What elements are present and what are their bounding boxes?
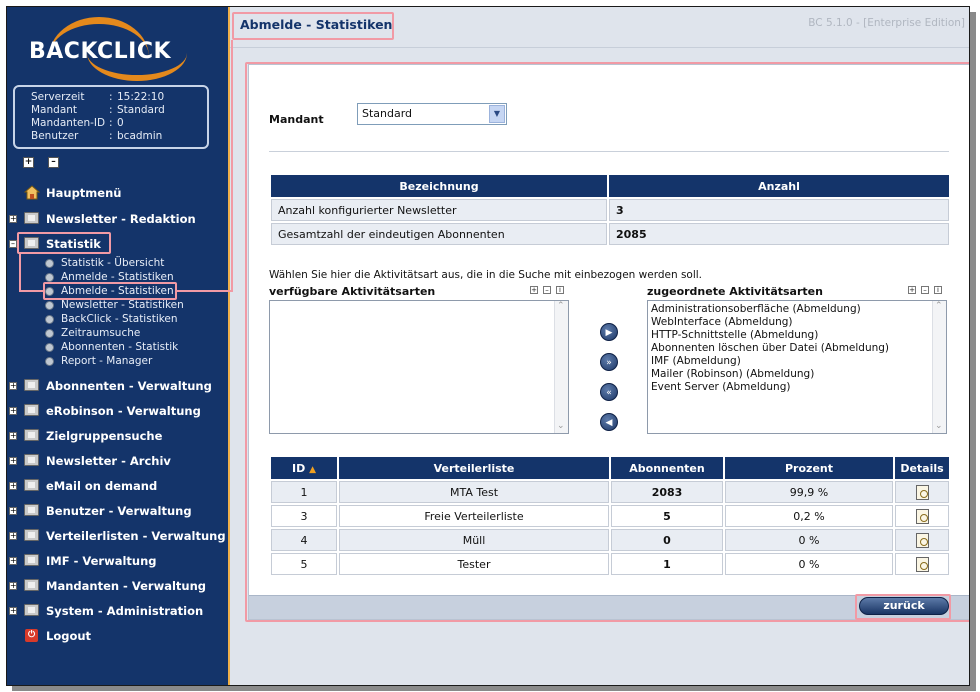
- available-label: verfügbare Aktivitätsarten: [269, 285, 436, 298]
- back-button[interactable]: zurück: [859, 597, 949, 615]
- nav-zielgruppensuche[interactable]: + Zielgruppensuche: [10, 429, 163, 443]
- table-row: 1 MTA Test 2083 99,9 %: [271, 481, 949, 503]
- highlight-abmelde: [43, 282, 177, 300]
- folder-icon: [24, 554, 39, 566]
- move-all-right-button[interactable]: »: [600, 353, 618, 371]
- add-icon[interactable]: +: [909, 286, 915, 294]
- collapse-icon: –: [11, 239, 15, 248]
- assigned-label: zugeordnete Aktivitätsarten: [647, 285, 823, 298]
- highlight-statistik: [17, 232, 111, 254]
- table-row: 3 Freie Verteilerliste 5 0,2 %: [271, 505, 949, 527]
- col-id[interactable]: ID ▲: [271, 457, 337, 479]
- app-window: [6, 6, 970, 686]
- table-row: 4 Müll 0 0 %: [271, 529, 949, 551]
- move-all-left-button[interactable]: «: [600, 383, 618, 401]
- nav-hauptmenue[interactable]: Hauptmenü: [7, 183, 228, 203]
- add-icon[interactable]: +: [531, 286, 537, 294]
- bullet-icon: [45, 259, 54, 268]
- bullet-icon: [45, 329, 54, 338]
- table-row: Gesamtzahl der eindeutigen Abonnenten 2085: [271, 223, 949, 245]
- nav-newsletter-statistiken[interactable]: Newsletter - Statistiken: [45, 298, 184, 312]
- minus-icon[interactable]: –: [921, 286, 929, 294]
- nav-benutzer-verwaltung[interactable]: + Benutzer - Verwaltung: [10, 504, 192, 518]
- col-verteilerliste[interactable]: Verteilerliste: [339, 457, 609, 479]
- nav-abonnenten-statistik[interactable]: Abonnenten - Statistik: [45, 340, 178, 354]
- nav-anmelde-statistiken[interactable]: Anmelde - Statistiken: [45, 270, 174, 284]
- version-label: BC 5.1.0 - [Enterprise Edition]: [808, 17, 965, 29]
- mandant-name: Standard: [117, 104, 165, 116]
- info-icon[interactable]: i: [934, 286, 942, 294]
- folder-icon: [24, 579, 39, 591]
- bullet-icon: [45, 301, 54, 310]
- nav-zeitraumsuche[interactable]: Zeitraumsuche: [45, 326, 140, 340]
- list-item[interactable]: IMF (Abmeldung): [651, 355, 741, 367]
- nav-abmelde-statistiken[interactable]: Abmelde - Statistiken: [45, 284, 174, 298]
- move-right-button[interactable]: ▶: [600, 323, 618, 341]
- home-icon: [24, 185, 40, 200]
- nav-newsletter-archiv[interactable]: + Newsletter - Archiv: [10, 454, 171, 468]
- folder-icon: [24, 429, 39, 441]
- nav-abonnenten-verwaltung[interactable]: + Abonnenten - Verwaltung: [10, 379, 212, 393]
- minus-icon[interactable]: –: [543, 286, 551, 294]
- user-name: bcadmin: [117, 130, 163, 142]
- nav-logout[interactable]: ⏻ Logout: [7, 626, 228, 646]
- folder-icon: [24, 404, 39, 416]
- power-icon: ⏻: [25, 629, 38, 642]
- list-item[interactable]: WebInterface (Abmeldung): [651, 316, 793, 328]
- sort-asc-icon: ▲: [309, 464, 316, 475]
- folder-icon: [24, 479, 39, 491]
- col-bezeichnung: Bezeichnung: [271, 175, 607, 197]
- nav-imf-verwaltung[interactable]: + IMF - Verwaltung: [10, 554, 157, 568]
- sidebar: [7, 7, 228, 686]
- bullet-icon: [45, 273, 54, 282]
- server-info-box: Serverzeit : 15:22:10 Mandant : Standard Mandanten-ID : 0 Benutzer : bcadmin: [13, 85, 209, 149]
- folder-icon: [24, 379, 39, 391]
- list-item[interactable]: Abonnenten löschen über Datei (Abmeldung): [651, 342, 890, 354]
- highlight-panel: [245, 62, 970, 622]
- folder-icon: [24, 604, 39, 616]
- backclick-logo: BACKCLICK: [17, 13, 197, 81]
- server-time: 15:22:10: [117, 91, 165, 103]
- expand-icon: +: [10, 214, 17, 223]
- instruction-text: Wählen Sie hier die Aktivitätsart aus, die in die Suche mit einbezogen werden soll.: [269, 269, 703, 281]
- nav-newsletter-redaktion[interactable]: + Newsletter - Redaktion: [10, 212, 196, 226]
- folder-icon: [24, 212, 39, 224]
- col-prozent[interactable]: Prozent: [725, 457, 893, 479]
- move-left-button[interactable]: ◀: [600, 413, 618, 431]
- nav-system-administration[interactable]: + System - Administration: [10, 604, 204, 618]
- folder-icon: [24, 504, 39, 516]
- folder-icon: [24, 529, 39, 541]
- nav-statistik-uebersicht[interactable]: Statistik - Übersicht: [45, 256, 164, 270]
- table-row: 5 Tester 1 0 %: [271, 553, 949, 575]
- table-row: Anzahl konfigurierter Newsletter 3: [271, 199, 949, 221]
- mandant-select[interactable]: Standard ▼: [357, 103, 507, 125]
- mandant-label: Mandant: [269, 113, 324, 126]
- chevron-down-icon[interactable]: ▼: [489, 105, 505, 123]
- nav-email-on-demand[interactable]: + eMail on demand: [10, 479, 158, 493]
- page-title: Abmelde - Statistiken: [240, 17, 393, 32]
- nav-backclick-statistiken[interactable]: BackClick - Statistiken: [45, 312, 178, 326]
- bullet-icon: [45, 343, 54, 352]
- col-abonnenten[interactable]: Abonnenten: [611, 457, 723, 479]
- list-item[interactable]: Mailer (Robinson) (Abmeldung): [651, 368, 815, 380]
- expand-all-icon[interactable]: +: [24, 157, 33, 167]
- list-item[interactable]: Administrationsoberfläche (Abmeldung): [651, 303, 861, 315]
- folder-icon: [24, 454, 39, 466]
- nav-erobinson-verwaltung[interactable]: + eRobinson - Verwaltung: [10, 404, 201, 418]
- highlight-back: [855, 594, 951, 620]
- list-item[interactable]: Event Server (Abmeldung): [651, 381, 791, 393]
- collapse-all-icon[interactable]: –: [48, 157, 59, 168]
- nav-report-manager[interactable]: Report - Manager: [45, 354, 152, 368]
- list-item[interactable]: HTTP-Schnittstelle (Abmeldung): [651, 329, 819, 341]
- nav-statistik[interactable]: – Statistik: [11, 237, 101, 251]
- bullet-icon: [45, 315, 54, 324]
- mandant-id: 0: [117, 117, 124, 129]
- col-anzahl: Anzahl: [609, 175, 949, 197]
- nav-mandanten-verwaltung[interactable]: + Mandanten - Verwaltung: [10, 579, 207, 593]
- bullet-icon: [45, 357, 54, 366]
- highlight-title: [232, 12, 394, 40]
- nav-verteilerlisten-verwaltung[interactable]: + Verteilerlisten - Verwaltung: [10, 529, 226, 543]
- col-details: Details: [895, 457, 949, 479]
- info-icon[interactable]: i: [556, 286, 564, 294]
